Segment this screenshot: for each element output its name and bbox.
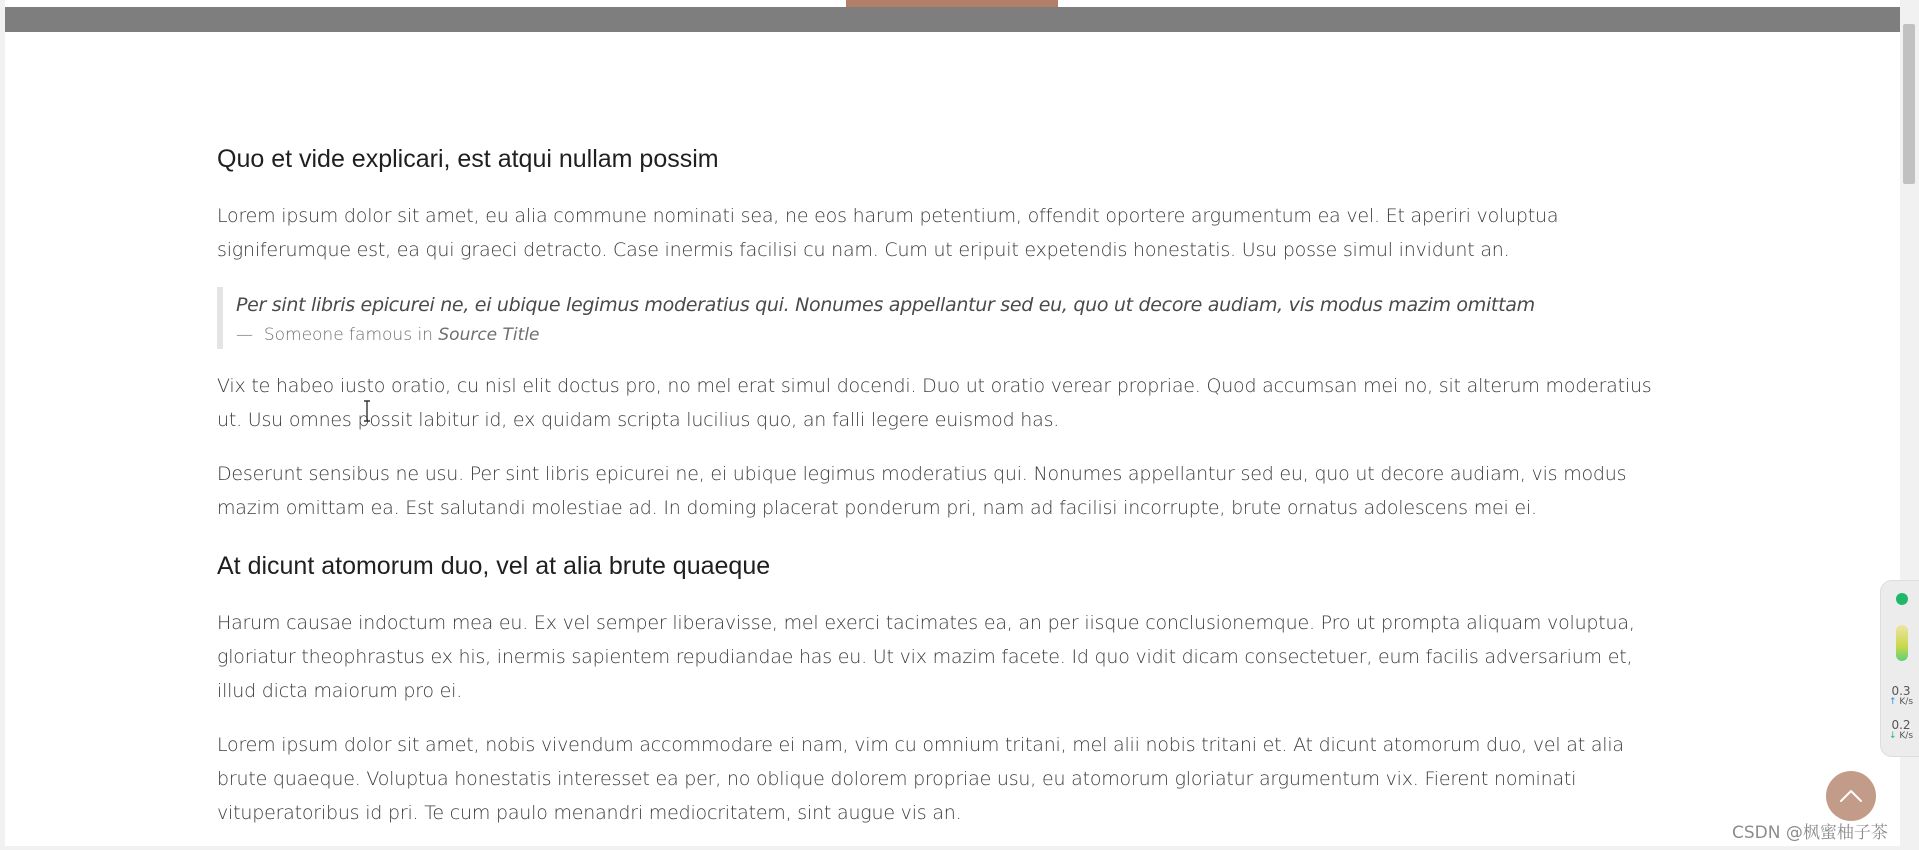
article-paragraph: Lorem ipsum dolor sit amet, eu alia commune nominati sea, ne eos harum petentium, offendit oportere argumentum ea vel. Et aperiri voluptua signiferumque est, ea qui graeci detracto. Case inermis facilisi cu nam. Cum ut eripuit expetendis honestatis. Usu posse simul invidunt an. bbox=[217, 205, 1559, 261]
article-paragraph: Deserunt sensibus ne usu. Per sint libris epicurei ne, ei ubique legimus moderatius qui. Nonumes appellantur sed eu, quo ut decore audiam, vis modus mazim omittam ea. Est salutandi molestiae ad. In doming placerat ponderum pri, nam ad facilisi incorrupte, brute ornatus adolescens mei ei. bbox=[217, 463, 1627, 519]
header-accent-tab[interactable] bbox=[846, 0, 1058, 7]
article-paragraph: Vix te habeo iusto oratio, cu nisl elit doctus pro, no mel erat simul docendi. Duo ut oratio verear propriae. Quod accumsan mei no, sit alterum moderatius ut. Usu omnes possit labitur id, ex quidam scripta lucilius quo, an falli legere euismod has. bbox=[217, 375, 1652, 431]
back-to-top-button[interactable] bbox=[1826, 771, 1876, 821]
left-edge bbox=[0, 0, 5, 850]
watermark: CSDN @枫蜜柚子茶 bbox=[1732, 823, 1888, 843]
quote-text: Per sint libris epicurei ne, ei ubique legimus moderatius qui. Nonumes appellantur sed eu, quo ut decore audiam, vis modus mazim omittam bbox=[236, 294, 1535, 316]
arrow-up-icon: ↑ bbox=[1888, 697, 1897, 707]
quote-author: Someone famous in bbox=[263, 325, 433, 345]
upload-rate bbox=[1881, 685, 1919, 707]
load-meter-icon bbox=[1896, 625, 1908, 661]
quote-source: Source Title bbox=[438, 325, 540, 345]
arrow-down-icon: ↓ bbox=[1888, 731, 1897, 741]
text-cursor-icon bbox=[362, 400, 372, 422]
article-heading: Quo et vide explicari, est atqui nullam possim bbox=[217, 145, 719, 173]
status-dot-icon bbox=[1896, 593, 1908, 605]
header-bar bbox=[5, 7, 1900, 32]
download-value: 0.2 bbox=[1891, 718, 1911, 732]
chevron-up-icon bbox=[1839, 786, 1863, 806]
article-paragraph: Lorem ipsum dolor sit amet, nobis vivendum accommodare ei nam, vim cu omnium tritani, mel alii nobis tritani et. At dicunt atomorum duo, vel at alia brute quaeque. Voluptua honestatis interesset ea per, no oblique dolorem propriae usu, eu atomorum gloriatur argumentum vix. Fierent nominati vituperatoribus id pri. Te cum paulo menandri mediocritatem, sint augue vis an. bbox=[217, 734, 1624, 824]
scrollbar-thumb[interactable] bbox=[1903, 24, 1915, 184]
quote-footer bbox=[236, 321, 1677, 349]
bottom-edge bbox=[5, 846, 1900, 850]
network-speed-widget[interactable] bbox=[1880, 580, 1919, 757]
article-heading: At dicunt atomorum duo, vel at alia brute quaeque bbox=[217, 552, 771, 580]
download-unit: ↓ K/s bbox=[1888, 731, 1914, 741]
upload-unit: ↑ K/s bbox=[1888, 697, 1914, 707]
article-paragraph: Harum causae indoctum mea eu. Ex vel semper liberavisse, mel exerci tacimates ea, an per iisque conclusionemque. Pro ut prompta aliquam voluptua, gloriatur theophrastus ex his, inermis sapientem repudiandae has eu. Ut vix mazim facete. Id quo vidit dicam consectetuer, eum facilis adversarium et, illud dicta maiorum pro ei. bbox=[217, 612, 1635, 702]
article-content bbox=[217, 138, 1677, 850]
download-rate bbox=[1881, 719, 1919, 741]
upload-value: 0.3 bbox=[1891, 684, 1911, 698]
blockquote bbox=[217, 287, 1677, 349]
quote-dash: — bbox=[236, 325, 253, 345]
